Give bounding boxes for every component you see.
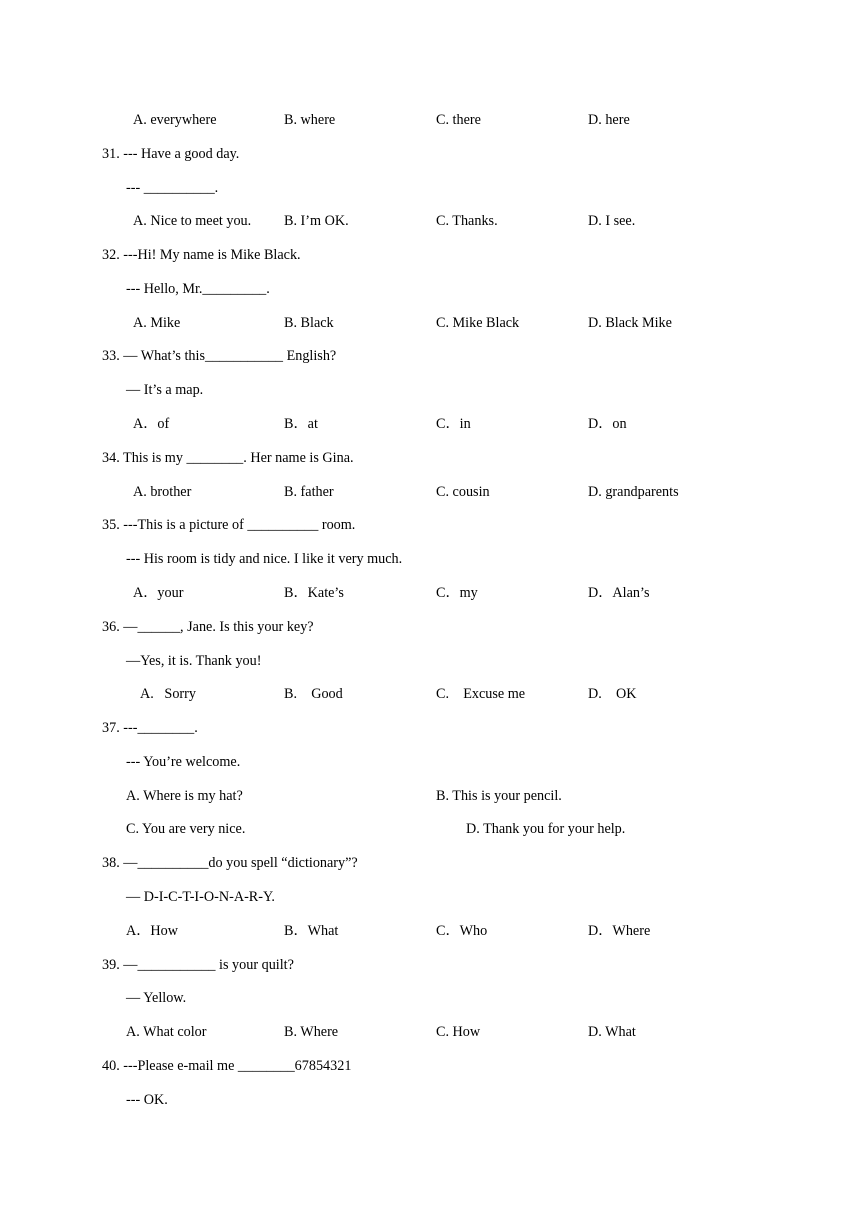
q35-stem	[0, 515, 860, 535]
option-b: B. father	[284, 484, 334, 500]
q33-response	[0, 380, 860, 400]
option-d: D. What	[588, 1024, 636, 1040]
option-c: C. Thanks.	[436, 213, 498, 229]
option-b: B. I’m OK.	[284, 213, 349, 229]
q35-response	[0, 549, 860, 569]
dialogue-line: --- OK.	[126, 1092, 168, 1108]
q37-options-row1	[0, 786, 860, 806]
q36-response	[0, 651, 860, 671]
option-a: A. everywhere	[133, 112, 217, 128]
question-text: 35. ---This is a picture of __________ room.	[102, 517, 356, 533]
question-text: 40. ---Please e-mail me ________67854321	[102, 1058, 352, 1074]
option-a: A. Mike	[133, 315, 181, 331]
q32-response	[0, 279, 860, 299]
q33-options	[0, 414, 860, 434]
option-c: C. How	[436, 1024, 481, 1040]
dialogue-line: — It’s a map.	[126, 382, 204, 398]
option-a: A．How	[126, 923, 179, 939]
dialogue-line: — Yellow.	[126, 990, 187, 1006]
option-a: A. Where is my hat?	[126, 788, 243, 804]
q40-response	[0, 1090, 860, 1110]
option-c: C．in	[436, 416, 471, 432]
q32-options	[0, 313, 860, 333]
dialogue-line: --- You’re welcome.	[126, 754, 241, 770]
q34-options	[0, 482, 860, 502]
option-c: C．my	[436, 585, 478, 601]
option-a: A. Nice to meet you.	[133, 213, 252, 229]
question-text: 38. —__________do you spell “dictionary”?	[102, 855, 358, 871]
option-b: B. Black	[284, 315, 334, 331]
q34-stem	[0, 448, 860, 468]
dialogue-line: — D-I-C-T-I-O-N-A-R-Y.	[126, 889, 275, 905]
question-text: 33. — What’s this___________ English?	[102, 348, 337, 364]
question-text: 32. ---Hi! My name is Mike Black.	[102, 247, 301, 263]
q39-options	[0, 1022, 860, 1042]
q32-stem	[0, 245, 860, 265]
q30-options	[0, 110, 860, 130]
option-b: B．Kate’s	[284, 585, 344, 601]
option-b: B．at	[284, 416, 318, 432]
option-a: A. brother	[133, 484, 192, 500]
dialogue-line: --- Hello, Mr._________.	[126, 281, 270, 297]
q38-options	[0, 921, 860, 941]
q33-stem	[0, 346, 860, 366]
option-b: B. Where	[284, 1024, 339, 1040]
q38-response	[0, 887, 860, 907]
q37-options-row2	[0, 819, 860, 839]
q36-options	[0, 684, 860, 704]
dialogue-line: --- __________.	[126, 180, 219, 196]
option-b: B. Good	[284, 686, 343, 702]
option-a: A．of	[133, 416, 170, 432]
option-b: B. where	[284, 112, 336, 128]
option-a: A. Sorry	[140, 686, 196, 702]
q31-stem	[0, 144, 860, 164]
option-d: D. Black Mike	[588, 315, 672, 331]
option-d: D．Alan’s	[588, 585, 650, 601]
option-a: A. What color	[126, 1024, 207, 1040]
q36-stem	[0, 617, 860, 637]
option-c: C. Excuse me	[436, 686, 526, 702]
option-c: C. there	[436, 112, 481, 128]
option-c: C. You are very nice.	[126, 821, 246, 837]
question-text: 34. This is my ________. Her name is Gina.	[102, 450, 354, 466]
option-c: C. cousin	[436, 484, 490, 500]
q39-stem	[0, 955, 860, 975]
option-c: C．Who	[436, 923, 488, 939]
option-d: D. here	[588, 112, 630, 128]
option-a: A．your	[133, 585, 184, 601]
question-text: 31. --- Have a good day.	[102, 146, 240, 162]
q35-options	[0, 583, 860, 603]
option-b: B. This is your pencil.	[436, 788, 562, 804]
q37-response	[0, 752, 860, 772]
question-text: 39. —___________ is your quilt?	[102, 957, 294, 973]
dialogue-line: —Yes, it is. Thank you!	[126, 653, 262, 669]
option-d: D．on	[588, 416, 627, 432]
q31-response	[0, 178, 860, 198]
q31-options	[0, 211, 860, 231]
q39-response	[0, 988, 860, 1008]
option-d: D．Where	[588, 923, 651, 939]
dialogue-line: --- His room is tidy and nice. I like it very much.	[126, 551, 403, 567]
q40-stem	[0, 1056, 860, 1076]
q38-stem	[0, 853, 860, 873]
question-text: 36. —______, Jane. Is this your key?	[102, 619, 314, 635]
option-d: D. OK	[588, 686, 637, 702]
option-c: C. Mike Black	[436, 315, 520, 331]
question-text: 37. ---________.	[102, 720, 198, 736]
option-b: B．What	[284, 923, 339, 939]
option-d: D. grandparents	[588, 484, 679, 500]
q37-stem	[0, 718, 860, 738]
option-d: D. I see.	[588, 213, 636, 229]
option-d: D. Thank you for your help.	[466, 821, 626, 837]
